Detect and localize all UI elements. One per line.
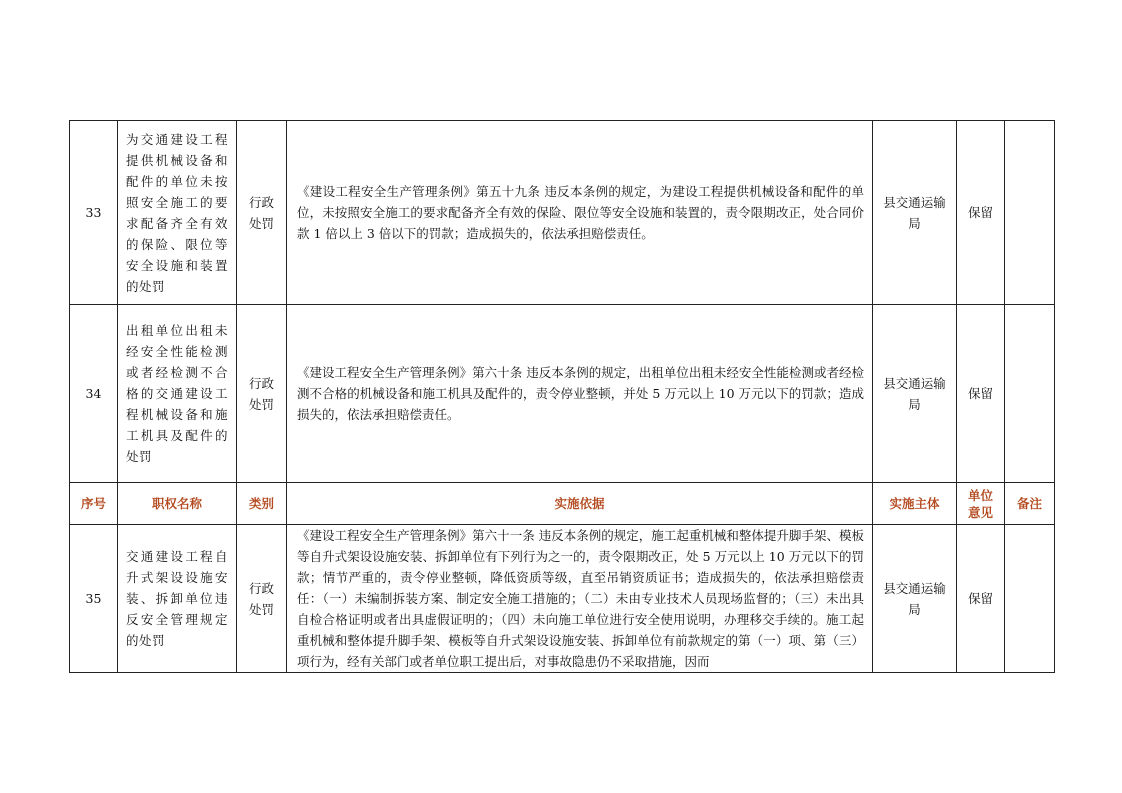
legal-basis: 《建设工程安全生产管理条例》第六十条 违反本条例的规定，出租单位出租未经安全性能检测或者经检测不合格的机械设备和施工机具及配件的，责令停业整顿，并处 5 万元以上 10 万元以下的罚款；造成损失的，依法承担赔偿责任。 xyxy=(287,305,873,483)
implementing-subject: 县交通运输局 xyxy=(883,375,946,412)
unit-opinion: 保留 xyxy=(957,121,1005,305)
authority-name: 为交通建设工程提供机械设备和配件的单位未按照安全施工的要求配备齐全有效的保险、限位等安全设施和装置的处罚 xyxy=(118,121,237,305)
header-basis: 实施依据 xyxy=(287,483,873,525)
header-name: 职权名称 xyxy=(118,483,237,525)
remark xyxy=(1005,305,1055,483)
legal-basis: 《建设工程安全生产管理条例》第五十九条 违反本条例的规定，为建设工程提供机械设备和配件的单位，未按照安全施工的要求配备齐全有效的保险、限位等安全设施和装置的，责令限期改正，处合同价款 1 倍以上 3 倍以下的罚款；造成损失的，依法承担赔偿责任。 xyxy=(287,121,873,305)
header-no: 序号 xyxy=(70,483,118,525)
header-remark: 备注 xyxy=(1005,483,1055,525)
row-number: 35 xyxy=(70,525,118,673)
header-opinion: 单位意见 xyxy=(967,487,993,520)
implementing-subject: 县交通运输局 xyxy=(883,580,946,617)
category: 行政处罚 xyxy=(248,194,274,231)
subject-cell xyxy=(873,525,957,673)
header-type: 类别 xyxy=(237,483,287,525)
table-row xyxy=(70,121,1055,305)
implementing-subject: 县交通运输局 xyxy=(883,194,946,231)
header-opinion-cell xyxy=(957,483,1005,525)
authority-table xyxy=(69,120,1055,673)
row-number: 34 xyxy=(70,305,118,483)
unit-opinion: 保留 xyxy=(957,305,1005,483)
category: 行政处罚 xyxy=(248,375,274,412)
remark xyxy=(1005,121,1055,305)
subject-cell xyxy=(873,305,957,483)
category-cell xyxy=(237,121,287,305)
table-row xyxy=(70,305,1055,483)
authority-name: 交通建设工程自升式架设设施安装、拆卸单位违反安全管理规定的处罚 xyxy=(118,525,237,673)
legal-basis: 《建设工程安全生产管理条例》第六十一条 违反本条例的规定，施工起重机械和整体提升脚手架、模板等自升式架设设施安装、拆卸单位有下列行为之一的，责令限期改正，处 5 万元以上 10 万元以下的罚款；情节严重的，责令停业整顿，降低资质等级，直至吊销资质证书；造成损失的，依法承担赔偿责任：（一）未编制拆装方案、制定安全施工措施的；（二）未由专业技术人员现场监督的；（三）未出具自检合格证明或者出具虚假证明的；（四）未向施工单位进行安全使用说明，办理移交手续的。施工起重机械和整体提升脚手架、模板等自升式架设设施安装、拆卸单位有前款规定的第（一）项、第（三）项行为，经有关部门或者单位职工提出后，对事故隐患仍不采取措施，因而 xyxy=(287,525,873,673)
category-cell xyxy=(237,305,287,483)
table-header-row xyxy=(70,483,1055,525)
row-number: 33 xyxy=(70,121,118,305)
remark xyxy=(1005,525,1055,673)
header-subject: 实施主体 xyxy=(873,483,957,525)
authority-name: 出租单位出租未经安全性能检测或者经检测不合格的交通建设工程机械设备和施工机具及配件的处罚 xyxy=(118,305,237,483)
category: 行政处罚 xyxy=(248,580,274,617)
subject-cell xyxy=(873,121,957,305)
category-cell xyxy=(237,525,287,673)
table-row xyxy=(70,525,1055,673)
unit-opinion: 保留 xyxy=(957,525,1005,673)
